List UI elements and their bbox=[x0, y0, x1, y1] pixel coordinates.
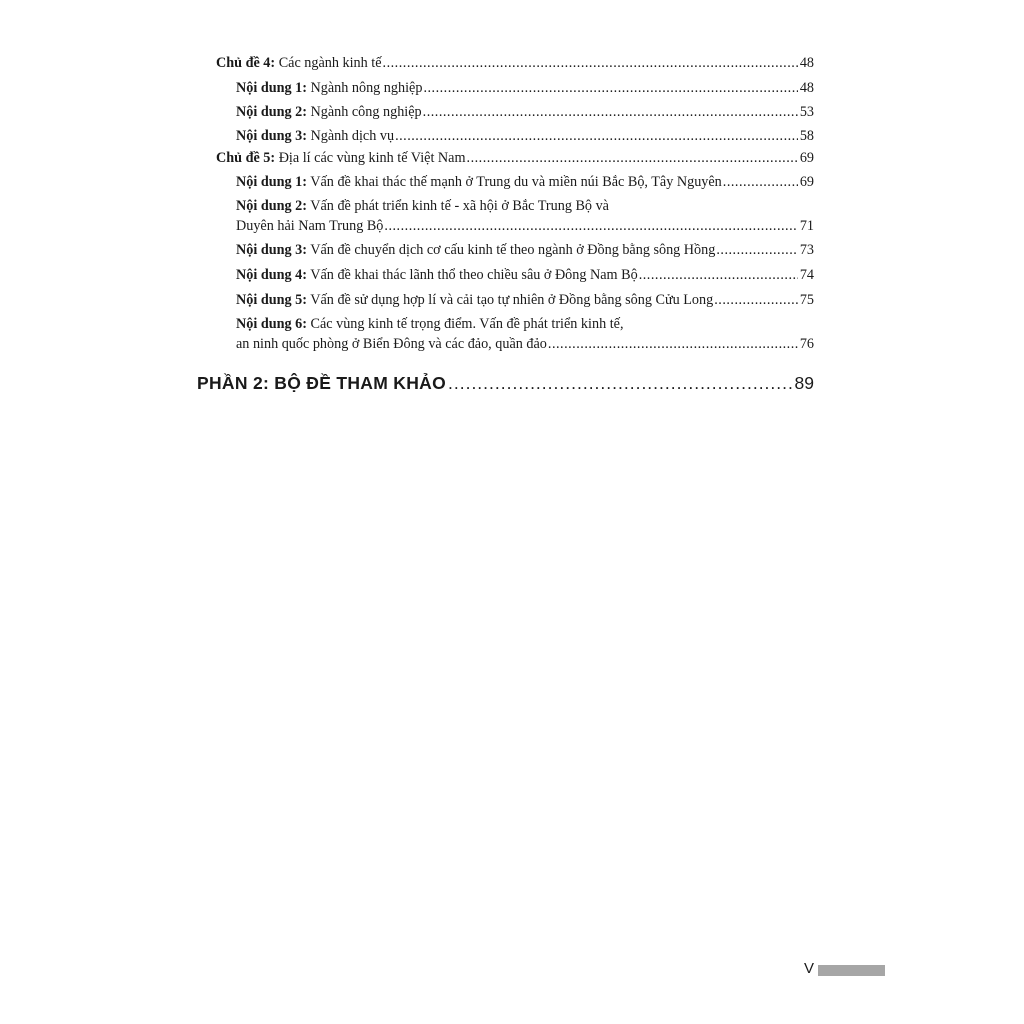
toc-leader-dots bbox=[423, 78, 797, 98]
toc-entry-label: Nội dung 3: bbox=[236, 242, 307, 258]
toc-entry-title: Ngành công nghiệp bbox=[310, 104, 422, 120]
toc-leader-dots bbox=[714, 290, 798, 310]
toc-page-number: 48 bbox=[799, 80, 814, 96]
toc-entry-label: Chủ đề 4: bbox=[216, 55, 276, 71]
toc-page-number: 69 bbox=[799, 150, 814, 166]
toc-entry-noi-dung-4[interactable] bbox=[236, 265, 814, 285]
toc-entry-label: Nội dung 6: bbox=[236, 316, 307, 332]
toc-entry-title-continuation: an ninh quốc phòng ở Biển Đông và các đảo, quần đảo bbox=[236, 336, 547, 352]
toc-entry-noi-dung-6-continuation[interactable] bbox=[236, 334, 814, 354]
toc-page-number: 89 bbox=[794, 373, 814, 393]
toc-leader-dots bbox=[383, 53, 798, 73]
toc-entry-title-continuation: Duyên hải Nam Trung Bộ bbox=[236, 218, 384, 234]
toc-entry-title: Các ngành kinh tế bbox=[278, 55, 382, 71]
toc-entry-label: Chủ đề 5: bbox=[216, 150, 276, 166]
toc-page-number: 71 bbox=[799, 218, 814, 234]
toc-entry-noi-dung-6-first-line[interactable] bbox=[236, 314, 624, 334]
toc-entry-noi-dung-5[interactable] bbox=[236, 290, 814, 310]
toc-leader-dots bbox=[467, 148, 798, 168]
toc-entry-chu-de-4[interactable] bbox=[216, 53, 814, 73]
toc-entry-title: Vấn đề sử dụng hợp lí và cải tạo tự nhiên ở Đồng bằng sông Cửu Long bbox=[310, 292, 714, 308]
toc-entry-title: Vấn đề phát triển kinh tế - xã hội ở Bắc Trung Bộ và bbox=[310, 198, 609, 214]
toc-entry-label: Nội dung 2: bbox=[236, 104, 307, 120]
toc-page-number: 76 bbox=[799, 336, 814, 352]
toc-leader-dots bbox=[395, 126, 798, 146]
footer-decorative-bar bbox=[818, 965, 885, 976]
toc-entry-noi-dung-1[interactable] bbox=[236, 78, 814, 98]
toc-leader-dots bbox=[384, 216, 797, 236]
toc-entry-noi-dung-3[interactable] bbox=[236, 126, 814, 146]
toc-entry-noi-dung-1[interactable] bbox=[236, 172, 814, 192]
toc-entry-chu-de-5[interactable] bbox=[216, 148, 814, 168]
toc-page-number: 53 bbox=[799, 104, 814, 120]
toc-entry-title: Ngành dịch vụ bbox=[310, 128, 395, 144]
toc-entry-label: Nội dung 1: bbox=[236, 80, 307, 96]
toc-entry-noi-dung-3[interactable] bbox=[236, 240, 814, 260]
toc-entry-noi-dung-2-first-line[interactable] bbox=[236, 196, 609, 216]
toc-leader-dots bbox=[723, 172, 798, 192]
toc-entry-title: Các vùng kinh tế trọng điểm. Vấn đề phát triển kinh tế, bbox=[310, 316, 624, 332]
toc-entry-label: Nội dung 5: bbox=[236, 292, 307, 308]
toc-entry-noi-dung-2[interactable] bbox=[236, 102, 814, 122]
toc-leader-dots bbox=[639, 265, 798, 285]
toc-entry-part-2[interactable] bbox=[197, 370, 814, 396]
toc-entry-label: Nội dung 4: bbox=[236, 267, 307, 283]
toc-page-number: 75 bbox=[799, 292, 814, 308]
page-number-roman: V bbox=[804, 960, 815, 977]
toc-entry-label: Nội dung 3: bbox=[236, 128, 307, 144]
toc-page-number: 48 bbox=[799, 55, 814, 71]
toc-leader-dots bbox=[423, 102, 798, 122]
part-title: PHẦN 2: BỘ ĐỀ THAM KHẢO bbox=[197, 373, 446, 393]
toc-page-number: 73 bbox=[799, 242, 814, 258]
toc-entry-title: Địa lí các vùng kinh tế Việt Nam bbox=[278, 150, 466, 166]
toc-entry-title: Vấn đề khai thác lãnh thổ theo chiều sâu ở Đông Nam Bộ bbox=[310, 267, 638, 283]
toc-leader-dots bbox=[716, 240, 797, 260]
toc-entry-title: Vấn đề khai thác thế mạnh ở Trung du và miền núi Bắc Bộ, Tây Nguyên bbox=[310, 174, 722, 190]
toc-leader-dots bbox=[448, 370, 792, 396]
toc-entry-label: Nội dung 1: bbox=[236, 174, 307, 190]
toc-entry-noi-dung-2-continuation[interactable] bbox=[236, 216, 814, 236]
toc-entry-label: Nội dung 2: bbox=[236, 198, 307, 214]
toc-entry-title: Ngành nông nghiệp bbox=[310, 80, 423, 96]
toc-page-number: 69 bbox=[799, 174, 814, 190]
toc-entry-title: Vấn đề chuyển dịch cơ cấu kinh tế theo ngành ở Đồng bằng sông Hồng bbox=[310, 242, 716, 258]
toc-page-number: 74 bbox=[799, 267, 814, 283]
toc-page-number: 58 bbox=[799, 128, 814, 144]
toc-leader-dots bbox=[548, 334, 798, 354]
